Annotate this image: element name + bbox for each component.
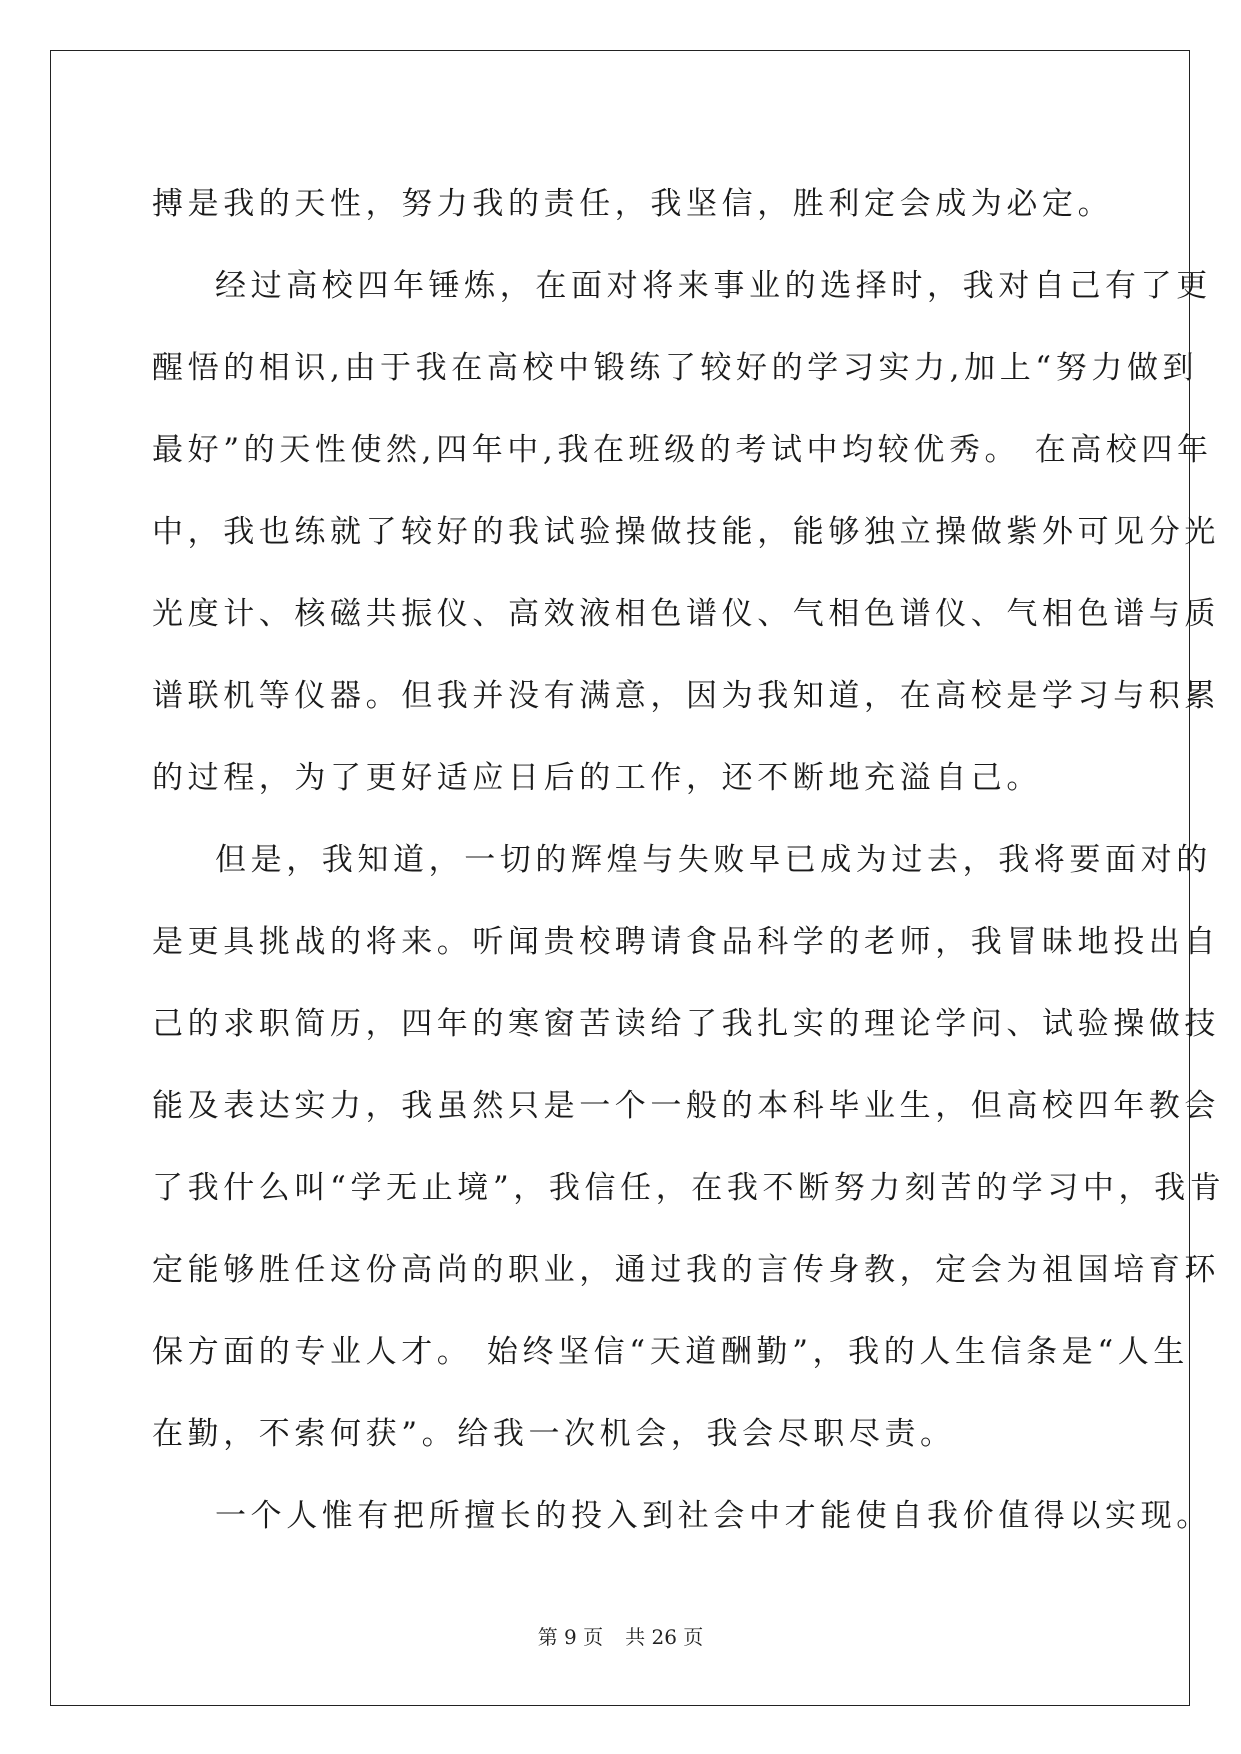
text-line: 光度计、核磁共振仪、高效液相色谱仪、气相色谱仪、气相色谱与质 xyxy=(152,596,1220,632)
page-number: 第 9 页 xyxy=(537,1625,604,1649)
text-line: 搏是我的天性，努力我的责任，我坚信，胜利定会成为必定。 xyxy=(152,186,1114,222)
paragraph-4 xyxy=(152,1475,1212,1557)
page-total: 共 26 页 xyxy=(625,1625,704,1649)
document-body xyxy=(152,163,1226,1557)
text-line: 己的求职简历，四年的寒窗苦读给了我扎实的理论学问、试验操做技 xyxy=(152,1006,1220,1042)
text-line: 在勤，不索何获”。给我一次机会，我会尽职尽责。 xyxy=(152,1416,956,1452)
text-line: 中，我也练就了较好的我试验操做技能，能够独立操做紫外可见分光 xyxy=(152,514,1220,550)
text-line: 定能够胜任这份高尚的职业，通过我的言传身教，定会为祖国培育环 xyxy=(152,1252,1220,1288)
text-line: 谱联机等仪器。但我并没有满意，因为我知道，在高校是学习与积累 xyxy=(152,678,1220,714)
text-line: 的过程，为了更好适应日后的工作，还不断地充溢自己。 xyxy=(152,760,1042,796)
text-line: 了我什么叫“学无止境”，我信任，在我不断努力刻苦的学习中，我肯 xyxy=(152,1170,1226,1206)
paragraph-1 xyxy=(152,163,1114,245)
paragraph-3 xyxy=(152,819,1226,1475)
text-line: 最好”的天性使然,四年中,我在班级的考试中均较优秀。 在高校四年 xyxy=(152,432,1213,468)
text-line: 是更具挑战的将来。听闻贵校聘请食品科学的老师，我冒昧地投出自 xyxy=(152,924,1220,960)
text-line: 能及表达实力，我虽然只是一个一般的本科毕业生，但高校四年教会 xyxy=(152,1088,1220,1124)
text-line: 醒悟的相识,由于我在高校中锻练了较好的学习实力,加上“努力做到 xyxy=(152,350,1199,386)
paragraph-2 xyxy=(152,245,1220,819)
text-line: 保方面的专业人才。 始终坚信“天道酬勤”，我的人生信条是“人生 xyxy=(152,1334,1189,1370)
text-line: 经过高校四年锤炼，在面对将来事业的选择时，我对自己有了更 xyxy=(215,268,1212,304)
text-line: 但是，我知道，一切的辉煌与失败早已成为过去，我将要面对的 xyxy=(215,842,1212,878)
page-footer xyxy=(0,1621,1241,1650)
text-line: 一个人惟有把所擅长的投入到社会中才能使自我价值得以实现。 xyxy=(215,1498,1212,1534)
